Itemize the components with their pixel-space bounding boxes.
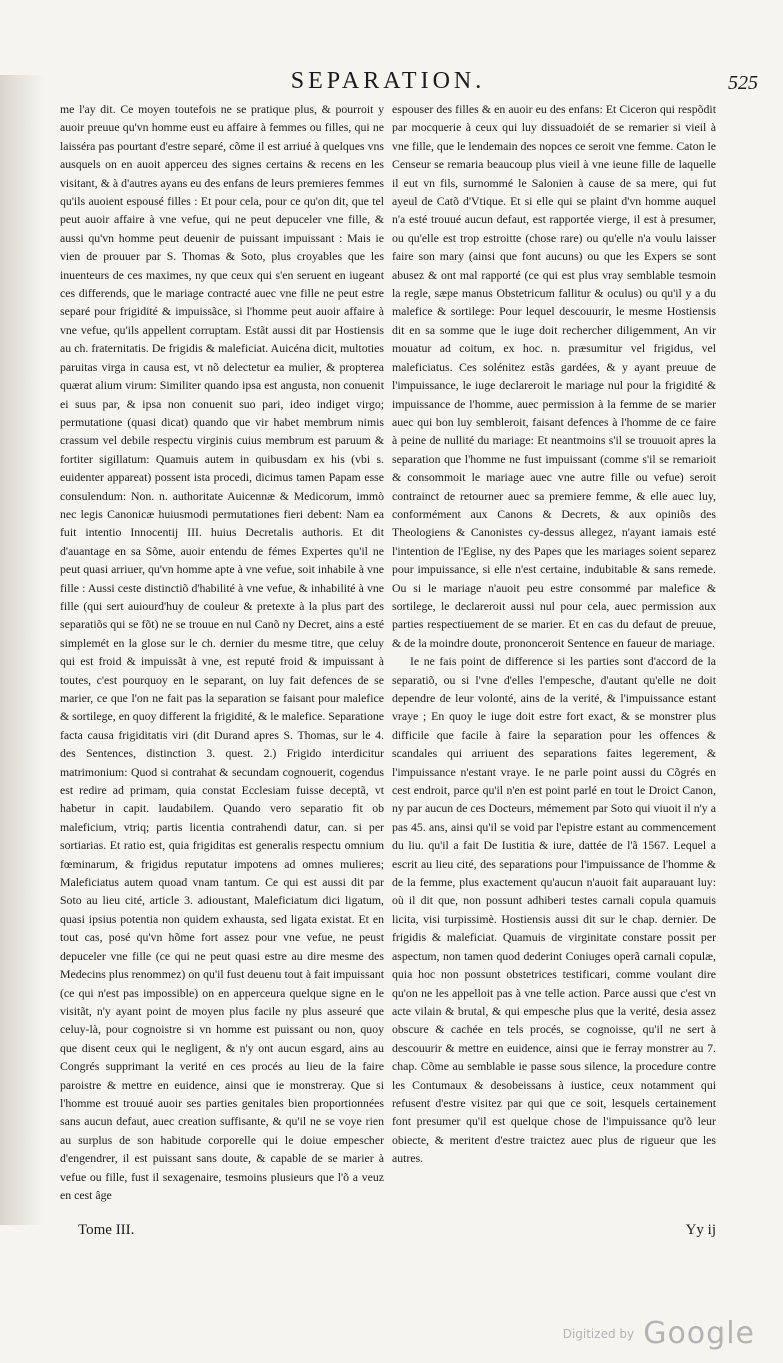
page-footer [58,1222,758,1246]
left-text-column [60,100,384,1204]
paragraph: Ie ne fais point de difference si les parties sont d'accord de la separatiõ, ou si l'vne d'elles l'empesche, d'autant qu'elle ne doit dependre de leur volonté, ains de la verité, & l'impuissance estant vraye ; En quoy le iuge doit estre fort exact, & se monstrer plus difficile que facile à faire la separation pour les offences & scandales qui arriuent des separations faites legerement, & l'impuissance n'estant vraye. Ie ne parle point aussi du Cõgrés en cest endroit, parce qu'il n'en est point parlé en tout le Droict Canon, ny par aucun de ces Docteurs, mémement par Soto qui viuoit il n'y a pas 45. ans, ainsi qu'il se void par l'epistre estant au commencement du liu. qu'il a fait De Iustitia & iure, dattée de l'ã 1567. Lequel a escrit au lieu cité, des separations pour l'impuissance de l'homme & de la femme, plus exactement qu'aucun n'auoit fait auparauant luy: où il dit que, non possunt adhiberi testes carnali copula quamuis licita, visi turpissimè. Hostiensis aussi dit sur le chap. dernier. De frigidis & maleficiat. Quamuis de virginitate constare possit per aspectum, non tamen quod dederint Coniuges operã carnali copulæ, quia hoc non possunt obstetrices testificari, comme voulant dire qu'on ne les appelloit pas à vne telle action. Parce aussi que c'est vn acte vilain & brutal, & qui empesche plus que la verité, desia assez obscure & cachée en tels procés, se cognoisse, qu'il ne sert à descouurir & mettre en euidence, ainsi que ie ferray monstrer au 7. chap. Cõme au semblable ie passe sous silence, la procedure contre les Contumaux & desobeissans à iustice, ceux notamment qui refusent d'estre visitez par qui que ce soit, lesquels certainement font presumer qu'il est quelque chose de l'impuissance qu'õ leur obiecte, & meritent d'estre traictez auec plus de rigueur que les autres. [392,654,716,1166]
watermark-prefix: Digitized by [562,1327,635,1341]
binding-gutter [0,75,44,1225]
page-header [58,68,758,102]
volume-label: Tome III. [78,1222,135,1238]
page-number: 525 [728,72,758,94]
paragraph: me l'ay dit. Ce moyen toutefois ne se pratique plus, & pourroit y auoir preuue qu'vn homme eust eu affaire à femmes ou filles, qui ne laisséra pas pourtant d'estre separé, cõme il est arriué à quelques vns ausquels on en auoit apperceu des signes certains & recens en les visitant, & à d'autres ayans eu des enfans de leurs premieres femmes qu'ils auoient espousé filles : Et pour cela, pour ce qu'on dit, que tel peut auoir affaire à vne vefue, qui ne peut depuceler vne fille, & aussi qu'vn homme peut deuenir de puissant impuissant : Mais ie vien de prouuer par S. Thomas & Soto, plus croyables que les inuenteurs de ces maximes, ny que ceux qui s'en seruent en iugeant ces differends, que le mariage contracté auec vne fille ne peut estre separé pour frigidité & impuissãce, si l'homme peut auoir affaire à vne vefue, qu'ils appellent corruptam. Estãt aussi dit par Hostiensis au ch. fraternitatis. De frigidis & maleficiat. Auicéna dicit, multoties paruitas virga in causa est, vt nõ delectetur ea mulier, & propterea quærat alium virum: Similiter quando ipsa est angusta, non conuenit ei suus par, & ipsa non conuenit suo pari, ideo indiget virgo; permutatione (quasi dicat) quando que vir habet membrum nimis crassum vel debile respectu virginis cuius membrum est paruum & fortiter sigillatum: Quamuis autem in quibusdam ex his (vbi s. euidenter appareat) possent ista procedi, dicimus tamen Papam esse consulendum: Non. n. authoritate Auicennæ & Medicorum, immò nec legis Canonicæ huiusmodi permutationes fieri debent: Nam ea fuit intentio Innocentij III. huius Decretalis authoris. Et dit d'auantage en sa Sõme, auoir entendu de fémes Expertes qu'il ne peut quasi arriuer, qu'vn homme apte à vne vefue, soit inhabile à vne fille : Aussi ceste distinctiõ d'habilité à vne vefue, & inhabilité à vne fille (qui sert auiourd'huy de couleur & pretexte à la plus part des separatiõs qui se fõt) ne se trouue en nul Canõ ny Decret, ains a esté simplemét en la glose sur le ch. dernier du mesme titre, que celuy qui est froid & impuissãt à vne, est reputé froid & impuissant à toutes, c'est pourquoy en le separant, on luy fait defences de se marier, ce que l'on ne fait pas la separation se faisant pour malefice & sortilege, en quoy different la frigidité, & le malefice. Separatione facta causa frigiditatis viri (dit Durand apres S. Thomas, sur le 4. des Sentences, distinction 3. quest. 2.) Frigido interdicitur matrimonium: Quod si contrahat & secundam cognouerit, cogendus est redire ad primam, quia constat Ecclesiam fuisse deceptã, vt habetur in capit. laudabilem. Quando vero separatio fit ob maleficium, vtriq; partis licentia contrahendi datur, can. si per sortiarias. Et ratio est, quia frigiditas est generalis respectu omnium fœminarum, & frigidus reputatur impotens ad omnes mulieres; Maleficiatus autem quoad vnam tantum. Ce qui est aussi dit par Soto au lieu cité, article 3. adioustant, Maleficiatum dici ligatum, quasi ipsius potentia non quidem exhausta, sed ligata existat. Et en tout cas, posé qu'vn hõme fort assez pour vne vefue, ne peust depuceler vne fille (ce qui ne peut quasi estre au dire mesme des Medecins plus renommez) on qu'il fust deuenu tout à fait impuissant (ce qui n'est pas impossible) on en apperceura quelque signe en le visitãt, n'y ayant point de moyen plus facile ny plus asseuré que celuy-là, pour cognoistre si vn homme est puissant ou non, quoy que disent ceux qui le negligent, & n'y ont aucun esgard, ains au Congrés supprimant la verité en ces procés au lieu de la faire paroistre & mettre en euidence, ainsi que ie monstreray. Que si l'homme est trouué auoir ses parties genitales bien proportionnées sans aucun defaut, auec creation suffisante, & qu'il ne se voye rien au surplus de son habitude corporelle qui le doiue empescher d'engendrer, il est puissant sans doute, & capable de se marier à vefue ou fille, fust il sexagenaire, tesmoins plusieurs que l'õ a veuz en cest âge [60,102,384,1202]
right-text-column [392,100,716,1168]
signature-mark: Yy ij [685,1222,716,1238]
running-title: SEPARATION. [290,68,486,94]
watermark-brand: Google [643,1316,755,1351]
paragraph: espouser des filles & en auoir eu des enfans: Et Ciceron qui respõdit par mocquerie à ceux qui luy dissuadoiét de se remarier si vieil à vne fille, que le lendemain des nopces ce seroit vne femme. Caton le Censeur se remaria beaucoup plus vieil à vne ieune fille de laquelle il eut vn fils, surnommé le Salonien à cause de sa mere, qui fut ayeul de Catõ d'Vtique. Et si elle qui se plaint d'vn homme auquel n'a esté trouué aucun defaut, est rapportée vierge, il est à presumer, ou qu'elle est trop estroitte (chose rare) ou qu'elle n'a voulu laisser faire son mary (ainsi que font aucuns) ou que les Expers se sont abusez & ont mal rapporté (ce qui est plus vray semblable tesmoin la regle, sæpe manus Obstetricum fallitur & oculus) ou qu'il y a du malefice & sortilege: Pour lequel descouurir, le mesme Hostiensis dit en sa somme que le iuge doit rechercher diligemment, An vir mouatur ad coitum, ex hoc. n. præsumitur vel frigidus, vel maleficiatus. Ces solénitez estãs gardées, & y ayant preuue de l'impuissance, le iuge declareroit le mariage nul pour la frigidité & impuissance de l'homme, auec permission à la femme de se marier auec qui bon luy sembleroit, faisant defences à l'homme de ce faire à peine de nullité du mariage: Et neantmoins s'il se trouuoit apres la separation que l'homme ne fust impuissant (comme s'il se remarioit & consommoit le mariage auec vne autre fille ou vefue) seroit contrainct de retourner auec sa premiere femme, & elle auec luy, conformément aux Canons & Decrets, & aux opiniõs des Theologiens & Canonistes cy-dessus allegez, n'ayant iamais esté l'intention de l'Eglise, ny des Papes que les mariages soient separez pour impuissance, si elle n'est certaine, indubitable & sans remede. Ou si le mariage n'auoit peu estre consommé par malefice & sortilege, le declareroit aussi nul pour cela, auec permission aux parties respectiuement de se marier. Et en cas du defaut de preuue, & de la moindre doute, prononceroit Sentence en faueur de mariage. [392,102,716,650]
digitization-watermark [563,1316,755,1351]
